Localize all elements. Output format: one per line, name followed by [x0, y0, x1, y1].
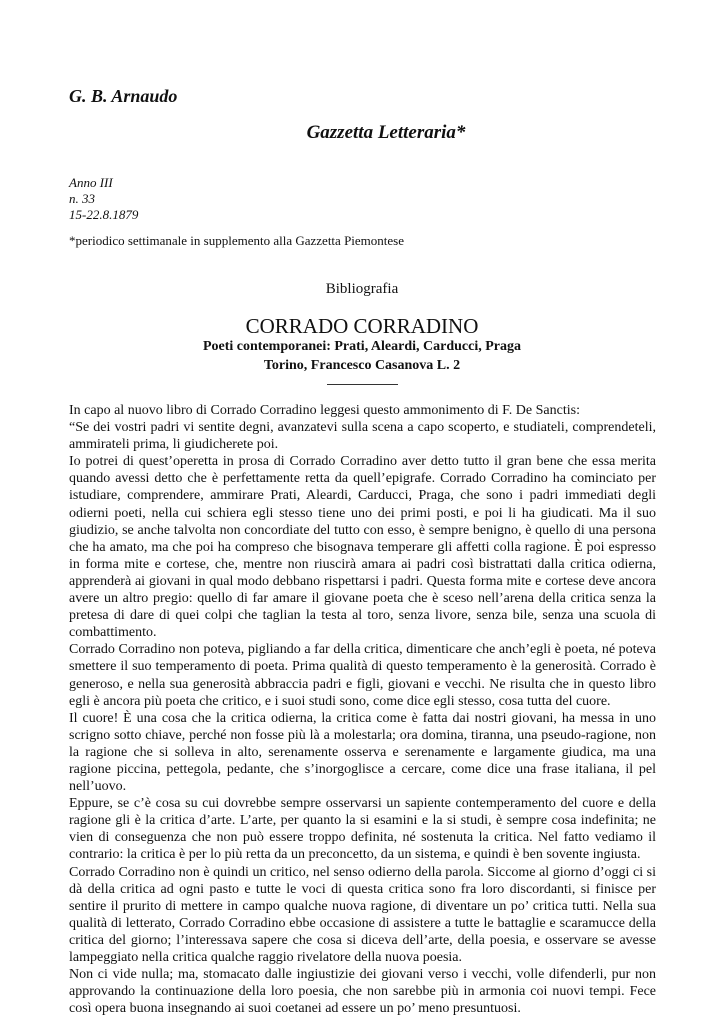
- book-subtitle-block: [0, 337, 724, 375]
- periodical-footnote: *periodico settimanale in supplemento alla Gazzetta Piemontese: [69, 233, 404, 248]
- book-subtitle: Poeti contemporanei: Prati, Aleardi, Carducci, Praga: [202, 339, 522, 354]
- book-publisher: Torino, Francesco Casanova L. 2: [263, 358, 461, 373]
- paragraph: “Se dei vostri padri vi sentite degni, avanzatevi sulla scena a capo scoperto, e studiateli, comprendeteli, ammirateli prima, li giudicherete poi.: [69, 420, 656, 453]
- paragraph: Il cuore! È una cosa che la critica odierna, la critica come è fatta dai nostri giovani, ha messa in uno scrigno sotto chiave, perché non fosse più là a molestarla; ora domina, tiranna, una pseudo-ragione, non la ragione che si solleva in alto, serenamente osserva e serenamente e largamente giudica, ma una ragione piccina, pettegola, pedante, che s’inorgoglisce a cercare, come dice una frase italiana, il pel nell’uovo.: [69, 710, 656, 795]
- book-title: CORRADO CORRADINO: [245, 314, 479, 338]
- journal-title-text: Gazzetta Letteraria*: [306, 122, 466, 143]
- paragraph: Io potrei di quest’operetta in prosa di Corrado Corradino aver detto tutto il gran bene che essa merita quando avessi detto che è perfettamente retta da quell’epigrafe. Corrado Corradino ha cominciato per istudiare, comprendere, ammirare Prati, Aleardi, Carducci, Praga, che sono i padri immediati degli odierni poeti, nella cui schiera egli stesso tiene uno dei primi posti, e poi li ha giudicati. Ma il suo giudizio, se anche talvolta non concordiate del tutto con esso, è sempre benigno, è quello di una persona che ha amato, ma che poi ha compreso che bisognava temperare gli affetti colla ragione. È poi espresso in forma mite e cortese, che, mentre non riuscirà amara ai padri così bistrattati dalla critica odierna, apprenderà ai giovani in qual modo debbano rispettarsi i padri. Questa forma mite e cortese deve ancora avere un altro pregio: quello di far amare il giovane poeta che è sceso nell’arena della critica senza la pretesa di dare di quei colpi che taglian la testa al toro, senza livore, senza bile, senza una scuola di combattimento.: [69, 454, 656, 641]
- paragraph: Corrado Corradino non è quindi un critico, nel senso odierno della parola. Siccome al giorno d’oggi ci si dà della critica ad ogni pasto e tutte le voci di questa critica sono fra loro discordanti, si finisce per sentire il prurito di mettere in campo qualche nuova ragione, di diventare un po’ critica tutti. Nella sua qualità di letterato, Corrado Corradino ebbe occasione di assistere a tutte le battaglie e scaramucce della critica del giorno; l’interessava sapere che cosa si diceva dell’arte, della poesia, e osservare se avesse lampeggiato nella critica qualche raggio rivelatore della nuova poesia.: [69, 864, 656, 965]
- issue-year: Anno III: [69, 175, 113, 190]
- author-name: G. B. Arnaudo: [69, 86, 178, 106]
- section-heading: Bibliografia: [325, 281, 399, 297]
- issue-info: [69, 175, 138, 223]
- article-body: [69, 402, 656, 1017]
- issue-number: n. 33: [69, 191, 95, 206]
- issue-date: 15-22.8.1879: [69, 207, 139, 222]
- paragraph: In capo al nuovo libro di Corrado Corradino leggesi questo ammonimento di F. De Sanctis:: [69, 403, 580, 418]
- paragraph: Eppure, se c’è cosa su cui dovrebbe sempre osservarsi un sapiente contemperamento del cuore e della ragione gli è la critica d’arte. L’arte, per quanto la si esamini e la si studi, è sempre cosa indefinita; ne vien di conseguenza che non può essere troppo definita, né sostenuta la critica. Nel fatto vediamo il contrario: la critica è per lo più retta da un preconcetto, da un sistema, e quindi è ben sovente ingiusta.: [69, 796, 656, 863]
- journal-title: [0, 122, 724, 144]
- separator-rule: [327, 384, 398, 385]
- paragraph: Non ci vide nulla; ma, stomacato dalle ingiustizie dei giovani verso i vecchi, volle difenderli, pur non approvando la continuazione della loro poesia, che non sarebbe più in armonia coi nuovi tempi. Fece così opera buona insegnando ai suoi coetanei ad essere un po’ meno presuntuosi.: [69, 967, 656, 1017]
- paragraph: Corrado Corradino non poteva, pigliando a far della critica, dimenticare che anch’egli è poeta, né poteva smettere il suo temperamento di poeta. Prima qualità di questo temperamento è la generosità. Corrado è generoso, e nella sua generosità abbraccia padri e figli, giovani e vecchi. Ne risulta che in questo libro egli è ancora più poeta che critico, e i suoi studi sono, come dice egli stesso, cosa tutta del cuore.: [69, 642, 656, 709]
